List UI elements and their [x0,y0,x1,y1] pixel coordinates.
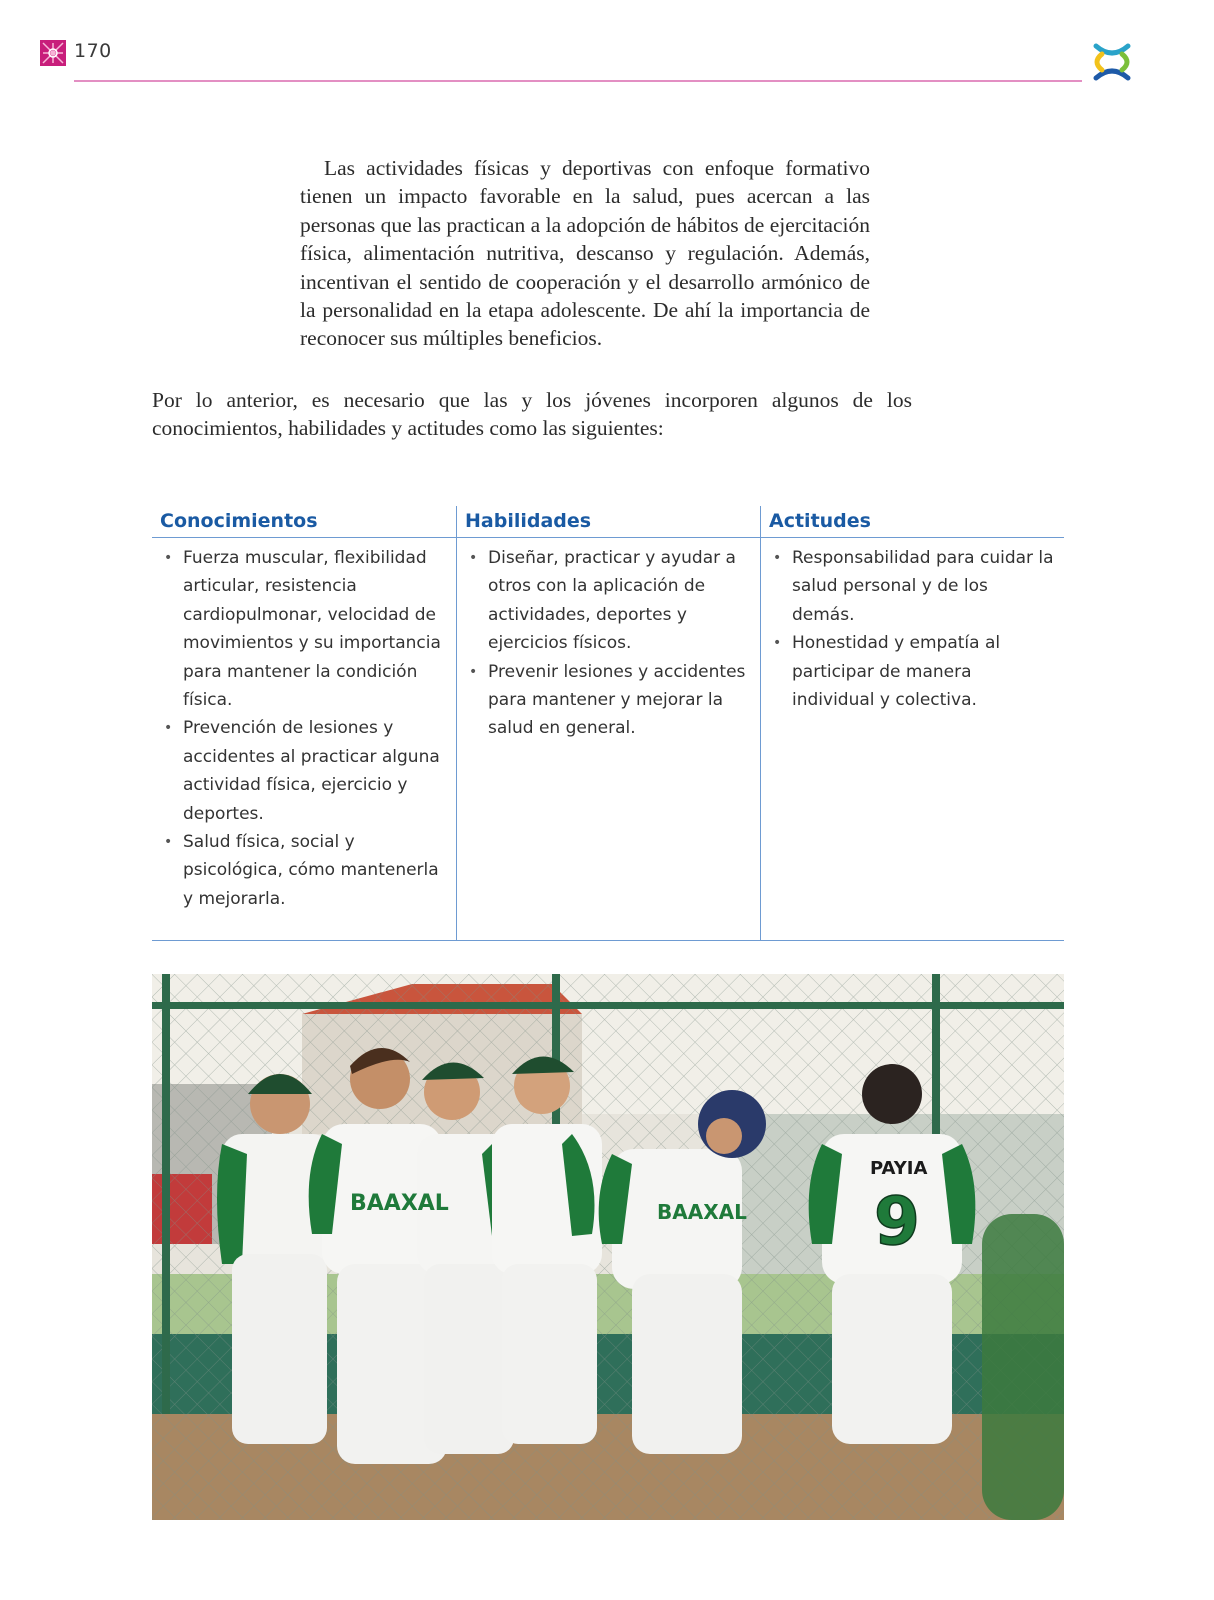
item-list [761,538,1064,714]
column-heading: Habilidades [457,506,760,538]
player-name: PAYIA [870,1158,928,1179]
list-item: • Responsabilidad para cuidar la salud personal y de los demás. [769,544,1054,629]
intro-paragraph: Las actividades físicas y deportivas con enfoque formativo tienen un impacto favorable en la salud, pues acercan a las personas que las practican a la adopción de hábitos de ejercitación física, alimentación nutritiva, descanso y regulación. Además, incentivan el sentido de cooperación y el desarrollo armónico de la personalidad en la etapa adolescente. De ahí la importancia de reconocer sus múltiples beneficios. [300,156,870,351]
header-rule [74,80,1082,82]
page-number: 170 [74,40,112,62]
item-list [152,538,456,913]
list-item: • Salud física, social y psicológica, cómo mantenerla y mejorarla. [160,828,446,913]
team-photo [152,974,1064,1520]
item-list [457,538,760,743]
jersey-text: BAAXAL [657,1200,747,1224]
list-item: • Fuerza muscular, flexibilidad articular, resistencia cardiopulmonar, velocidad de movimientos y su importancia para mantener la condición física. [160,544,446,714]
player-number: 9 [874,1183,920,1260]
list-item: • Diseñar, practicar y ayudar a otros con la aplicación de actividades, deportes y ejercicios físicos. [465,544,750,658]
lead-paragraph: Por lo anterior, es necesario que las y los jóvenes incorporen algunos de los conocimientos, habilidades y actitudes como las siguientes: [152,388,912,441]
skills-table [152,506,1064,941]
column-heading: Conocimientos [152,506,456,538]
list-item: • Prevenir lesiones y accidentes para mantener y mejorar la salud en general. [465,658,750,743]
list-item: • Prevención de lesiones y accidentes al practicar alguna actividad física, ejercicio y deportes. [160,714,446,828]
column-habilidades [456,506,760,940]
column-heading: Actitudes [761,506,1064,538]
logo-icon [1088,38,1136,86]
column-conocimientos [152,506,456,940]
column-actitudes [760,506,1064,940]
jersey-text: BAAXAL [350,1191,449,1216]
list-item: • Honestidad y empatía al participar de manera individual y colectiva. [769,629,1054,714]
ornament-icon [40,40,66,66]
